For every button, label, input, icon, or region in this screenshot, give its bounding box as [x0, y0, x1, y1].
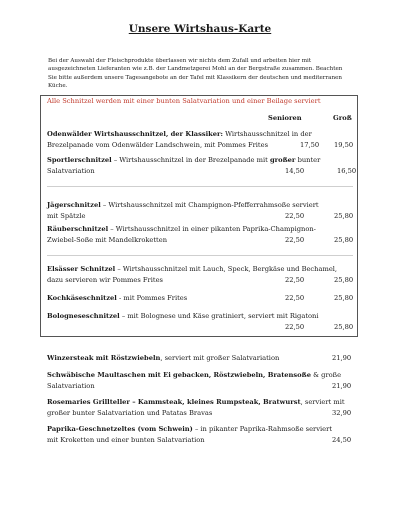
price-senioren: 22,50 [285, 294, 305, 302]
item-description: Salatvariation [47, 166, 95, 175]
divider [47, 186, 353, 187]
item-description: Brezelpanade vom Odenwälder Landschwein, mit Pommes Frites [47, 140, 269, 149]
menu-item-odenwaelder [47, 129, 354, 150]
item-name: Schwäbische Maultaschen mit Ei gebacken, Röstzwiebeln, Bratensoße [47, 371, 311, 379]
price-gross: 25,80 [334, 235, 354, 244]
item-description: - mit Pommes Frites [116, 294, 188, 302]
price: 32,90 [332, 408, 352, 417]
price-senioren: 22,50 [285, 235, 305, 244]
price: 21,90 [332, 354, 352, 362]
menu-item-raeuber [47, 224, 354, 245]
item-description: Wirtshausschnitzel in der [223, 130, 312, 138]
menu-item-jaeger [47, 200, 354, 221]
page-title: Unsere Wirtshaus-Karte [128, 23, 272, 35]
item-description: mit Spätzle [47, 211, 86, 220]
item-description: – Wirtshausschnitzel mit Champignon-Pfefferrahmsoße serviert [100, 201, 319, 209]
item-name: Jägerschnitzel [47, 201, 101, 209]
item-description: – Wirtshausschnitzel in einer pikanten Paprika-Champignon- [108, 225, 316, 233]
item-description: großer bunter Salatvariation und Patatas Bravas [47, 408, 213, 417]
menu-item-grillteller [47, 397, 352, 418]
price-senioren: 22,50 [285, 275, 305, 284]
item-name: Räuberschnitzel [47, 225, 109, 233]
price-gross: 19,50 [334, 140, 354, 149]
item-name: Kochkäseschnitzel [47, 294, 117, 302]
item-description: Zwiebel-Soße mit Mandelkroketten [47, 235, 167, 244]
price-gross: 25,80 [334, 322, 354, 331]
item-description: – in pikanter Paprika-Rahmsoße serviert [192, 425, 333, 433]
menu-item-sportler [47, 155, 357, 176]
price-senioren: 22,50 [285, 322, 305, 331]
item-description: – Wirtshausschnitzel mit Lauch, Speck, Bergkäse und Bechamel, [115, 265, 338, 273]
divider [47, 255, 353, 256]
menu-item-kochkaese [47, 293, 354, 304]
price-senioren: 14,50 [285, 166, 305, 175]
column-header-senioren: Senioren [268, 114, 302, 122]
item-description-emphasis: großer [269, 156, 296, 164]
item-description: – Wirtshausschnitzel in der Brezelpanade mit [111, 156, 270, 164]
item-description: – mit Bolognese und Käse gratiniert, serviert mit Rigatoni [119, 312, 319, 320]
intro-paragraph: Bei der Auswahl der Fleischprodukte überlassen wir nichts dem Zufall und arbeiten hier mit ausgezeichneten Lieferanten wie z.B. der Landmetzgerei Mohl an der Bergstraße zusammen. Beachten Sie bitte außerdem unsere Tagesangebote an der Tafel mit Klassikern der deutschen und mediterranen Küche. [48, 58, 343, 90]
price-senioren: 22,50 [285, 211, 305, 220]
price-gross: 16,50 [337, 166, 357, 175]
item-name: Winzersteak mit Röstzwiebeln [47, 354, 161, 362]
column-header-gross: Groß [333, 114, 352, 122]
item-name: Sportlerschnitzel [47, 156, 112, 164]
item-description: dazu servieren wir Pommes Frites [47, 275, 163, 284]
price: 21,90 [332, 381, 352, 390]
price-gross: 25,80 [334, 275, 354, 284]
menu-item-geschnetzeltes [47, 424, 352, 445]
item-description: mit Kroketten und einer bunten Salatvariation [47, 435, 205, 444]
item-description: Salatvariation [47, 381, 95, 390]
item-description: , serviert mit großer Salatvariation [160, 354, 280, 362]
item-name: Elsässer Schnitzel [47, 265, 116, 273]
item-name: Rosemaries Grillteller – Kammsteak, kleines Rumpsteak, Bratwurst [47, 398, 301, 406]
item-description: & große [310, 371, 342, 379]
item-description: , serviert mit [300, 398, 345, 406]
price-gross: 25,80 [334, 294, 354, 302]
item-name: Odenwälder Wirtshausschnitzel, der Klassiker: [47, 130, 224, 138]
price-gross: 25,80 [334, 211, 354, 220]
menu-item-bolognese [47, 311, 354, 332]
item-description: bunter [295, 156, 321, 164]
menu-item-winzersteak [47, 353, 352, 364]
price-senioren: 17,50 [300, 140, 320, 149]
menu-item-elsaesser [47, 264, 354, 285]
price: 24,50 [332, 435, 352, 444]
item-name: Bologneseschnitzel [47, 312, 120, 320]
schnitzel-note: Alle Schnitzel werden mit einer bunten Salatvariation und einer Beilage serviert [47, 97, 321, 105]
item-name: Paprika-Geschnetzeltes (vom Schwein) [47, 425, 193, 433]
menu-item-maultaschen [47, 370, 352, 391]
